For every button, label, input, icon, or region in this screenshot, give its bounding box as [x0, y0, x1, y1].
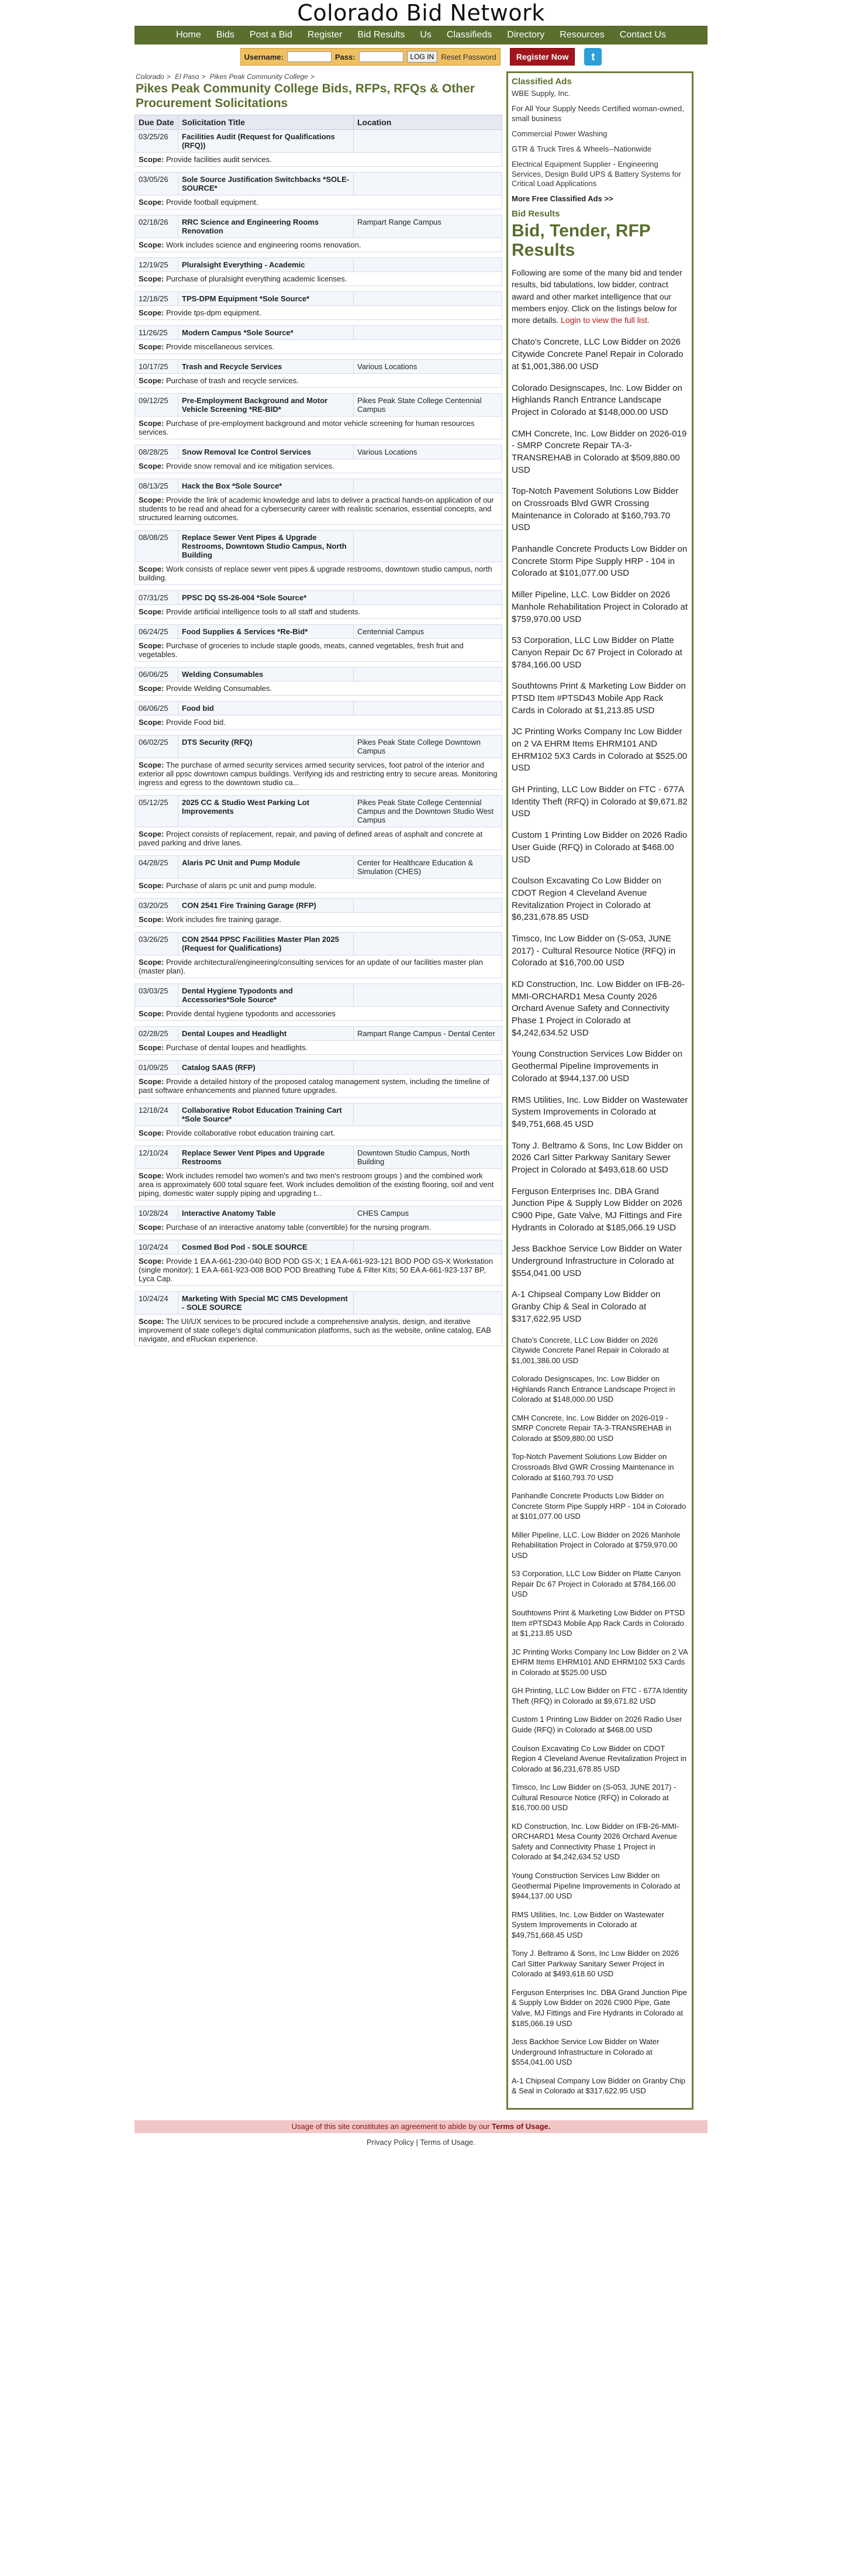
site-logo[interactable]: Colorado Bid Network: [297, 0, 545, 26]
scope-text: Purchase of pre-employment background and motor vehicle screening for human resources services.: [139, 418, 475, 436]
cell-location: [354, 129, 502, 152]
header-location: Location: [354, 115, 502, 129]
cell-date: 06/24/25: [135, 624, 178, 638]
table-row[interactable]: [135, 530, 502, 562]
scope-row: [135, 827, 502, 850]
bid-result-link[interactable]: GH Printing, LLC Low Bidder on FTC - 677A Identity Theft (RFQ) in Colorado at $9,671.82 USD: [512, 1686, 688, 1705]
cell-location: Centennial Campus: [354, 624, 502, 638]
scope-label: Scope:: [139, 418, 164, 428]
bid-result-link[interactable]: CMH Concrete, Inc. Low Bidder on 2026-019 - SMRP Concrete Repair TA-3-TRANSREHAB in Colorado at $509,880.00 USD: [512, 428, 687, 475]
scope-row: [135, 1168, 502, 1200]
bid-result-link[interactable]: GH Printing, LLC Low Bidder on FTC - 677A Identity Theft (RFQ) in Colorado at $9,671.82 USD: [512, 785, 688, 819]
nav-item[interactable]: Post a Bid: [249, 30, 292, 40]
scope-row: [135, 1006, 502, 1020]
main-content: [134, 71, 502, 2110]
scope-row: [135, 339, 502, 353]
scope-row: [135, 416, 502, 439]
nav-item[interactable]: Us: [420, 30, 432, 40]
results-heading: Bid, Tender, RFP Results: [512, 221, 651, 260]
breadcrumb-item[interactable]: Pikes Peak Community College: [209, 73, 308, 81]
reset-password-link[interactable]: Reset Password: [441, 52, 496, 61]
cell-date: 10/24/24: [135, 1240, 178, 1254]
login-link[interactable]: Login to view the full list.: [561, 315, 650, 325]
cell-date: 09/12/25: [135, 393, 178, 416]
twitter-icon[interactable]: t: [584, 48, 602, 66]
scope-text: Provide tps-dpm equipment.: [165, 308, 261, 317]
table-row[interactable]: [135, 359, 502, 373]
table-row[interactable]: [135, 590, 502, 604]
bid-result-link[interactable]: Chato's Concrete, LLC Low Bidder on 2026 Citywide Concrete Panel Repair in Colorado at $1,001,386.00 USD: [512, 337, 684, 372]
scope-row: [135, 152, 502, 166]
cell-title[interactable]: Snow Removal Ice Control Services: [178, 445, 354, 459]
scope-row: [135, 1126, 502, 1140]
scope-row: [135, 238, 502, 252]
scope-row: [135, 912, 502, 926]
bid-result-link[interactable]: Jess Backhoe Service Low Bidder on Water Underground Infrastructure in Colorado at $554,041.00 USD: [512, 1244, 682, 1278]
scope-label: Scope:: [139, 461, 164, 470]
scope-label: Scope:: [139, 683, 164, 693]
bid-result-link[interactable]: KD Construction, Inc. Low Bidder on IFB-26-MMI-ORCHARD1 Mesa County 2026 Orchard Avenue Safety and Connectivity Phase 1 Project in Colorado at $4,242,634.52 USD: [512, 1821, 679, 1862]
cell-location: [354, 1240, 502, 1254]
bid-result-link[interactable]: CMH Concrete, Inc. Low Bidder on 2026-019 - SMRP Concrete Repair TA-3-TRANSREHAB in Colorado at $509,880.00 USD: [512, 1413, 672, 1443]
cell-title[interactable]: 2025 CC & Studio West Parking Lot Improvements: [178, 795, 354, 827]
cell-date: 06/06/25: [135, 667, 178, 681]
scope-text: Purchase of an interactive anatomy table (convertible) for the nursing program.: [165, 1222, 432, 1232]
cell-title[interactable]: DTS Security (RFQ): [178, 735, 354, 758]
bid-result-link[interactable]: Top-Notch Pavement Solutions Low Bidder on Crossroads Blvd GWR Crossing Maintenance in Colorado at $160,793.70 USD: [512, 1452, 674, 1482]
cell-location: [354, 172, 502, 195]
nav-item[interactable]: Contact Us: [619, 30, 666, 40]
cell-location: Rampart Range Campus: [354, 215, 502, 238]
cell-date: 12/19/25: [135, 257, 178, 271]
scope-label: Scope:: [139, 914, 164, 924]
bids-table: [134, 115, 502, 1352]
cell-location: Pikes Peak State College Downtown Campus: [354, 735, 502, 758]
cell-date: 08/08/25: [135, 530, 178, 562]
bid-result-link[interactable]: JC Printing Works Company Inc Low Bidder on 2 VA EHRM Items EHRM101 AND EHRM102 5X3 Cards in Colorado at $525.00 USD: [512, 727, 688, 773]
cell-date: 03/03/25: [135, 983, 178, 1006]
bid-result-link[interactable]: Timsco, Inc Low Bidder on (S-053, JUNE 2017) - Cultural Resource Notice (RFQ) in Colorado at $16,700.00 USD: [512, 933, 676, 968]
scope-label: Scope:: [139, 495, 164, 504]
cell-location: [354, 1060, 502, 1074]
main-nav: [134, 26, 708, 44]
table-row[interactable]: [135, 393, 502, 416]
table-row[interactable]: [135, 325, 502, 339]
bid-result-link[interactable]: RMS Utilities, Inc. Low Bidder on Wastewater System Improvements in Colorado at $49,751,668.45 USD: [512, 1910, 665, 1939]
bid-result-link[interactable]: JC Printing Works Company Inc Low Bidder on 2 VA EHRM Items EHRM101 AND EHRM102 5X3 Cards in Colorado at $525.00 USD: [512, 1647, 688, 1677]
scope-row: [135, 681, 502, 695]
scope-label: Scope:: [139, 1222, 164, 1232]
bid-result-link[interactable]: Tony J. Beltramo & Sons, Inc Low Bidder on 2026 Carl Sitter Parkway Sanitary Sewer Project in Colorado at $493,618.60 USD: [512, 1140, 683, 1175]
cell-date: 04/28/25: [135, 855, 178, 878]
nav-item[interactable]: Bid Results: [357, 30, 405, 40]
scope-row: [135, 758, 502, 789]
scope-label: Scope:: [139, 1043, 164, 1052]
scope-row: [135, 638, 502, 661]
table-row[interactable]: [135, 1026, 502, 1040]
table-row[interactable]: [135, 1103, 502, 1126]
table-row[interactable]: [135, 1146, 502, 1168]
table-row[interactable]: [135, 291, 502, 305]
scope-row: [135, 562, 502, 584]
classified-ad[interactable]: WBE Supply, Inc.: [512, 89, 571, 98]
cell-location: Various Locations: [354, 359, 502, 373]
cell-location: [354, 257, 502, 271]
scope-text: Provide architectural/engineering/consulting services for an update of our facilities master plan (master plan).: [139, 957, 483, 975]
bid-result-link[interactable]: Custom 1 Printing Low Bidder on 2026 Radio User Guide (RFQ) in Colorado at $468.00 USD: [512, 1715, 682, 1734]
scope-label: Scope:: [139, 376, 164, 385]
cell-location: Pikes Peak State College Centennial Campus: [354, 393, 502, 416]
cell-date: 06/06/25: [135, 701, 178, 715]
nav-item[interactable]: Resources: [560, 30, 605, 40]
table-row[interactable]: [135, 795, 502, 827]
table-row[interactable]: [135, 1060, 502, 1074]
scope-row: [135, 1314, 502, 1346]
cell-title[interactable]: Dental Hygiene Typodonts and Accessories*Sole Source*: [178, 983, 354, 1006]
table-row[interactable]: [135, 215, 502, 238]
classified-ad[interactable]: Commercial Power Washing: [512, 129, 608, 138]
scope-text: Provide Food bid.: [165, 717, 226, 727]
cell-title[interactable]: Interactive Anatomy Table: [178, 1206, 354, 1220]
scope-row: [135, 1254, 502, 1285]
scope-text: Provide football equipment.: [165, 197, 258, 207]
scope-text: Provide Welding Consumables.: [165, 683, 272, 693]
scope-row: [135, 305, 502, 319]
scope-label: Scope:: [139, 760, 164, 769]
cell-location: [354, 325, 502, 339]
scope-text: The UI/UX services to be procured include a comprehensive analysis, design, and iterative improvement of state college's digital communication platforms, such as the website, online catalog, EAB navigate, and eRuckan experience.: [139, 1316, 491, 1343]
scope-text: Work includes fire training garage.: [165, 914, 281, 924]
page-title: Pikes Peak Community College Bids, RFPs, RFQs & Other Procurement Solicitations: [136, 82, 475, 110]
scope-label: Scope:: [139, 197, 164, 207]
scope-label: Scope:: [139, 342, 164, 351]
cell-date: 02/28/25: [135, 1026, 178, 1040]
scope-label: Scope:: [139, 957, 164, 967]
nav-item[interactable]: Home: [176, 30, 201, 40]
bid-result-link[interactable]: 53 Corporation, LLC Low Bidder on Platte Canyon Repair Dc 67 Project in Colorado at $784,166.00 USD: [512, 1569, 681, 1599]
scope-label: Scope:: [139, 1256, 164, 1265]
cell-title[interactable]: Alaris PC Unit and Pump Module: [178, 855, 354, 878]
bid-result-link[interactable]: Miller Pipeline, LLC. Low Bidder on 2026 Manhole Rehabilitation Project in Colorado at $759,970.00 USD: [512, 1530, 681, 1560]
bid-result-link[interactable]: Southtowns Print & Marketing Low Bidder on PTSD Item #PTSD43 Mobile App Rack Cards in Colorado at $1,213.85 USD: [512, 681, 686, 716]
scope-row: [135, 715, 502, 729]
scope-text: Provide facilities audit services.: [165, 154, 272, 164]
scope-text: Work includes remodel two women's and two men's restroom groups ) and the combined work area is approximately 600 total square feet. Work includes demolition of the existing flooring, soil and vent piping, domestic water supply piping and upgrading t...: [139, 1171, 494, 1198]
scope-label: Scope:: [139, 1171, 164, 1180]
breadcrumb-item[interactable]: El Paso: [175, 73, 199, 81]
table-row[interactable]: [135, 855, 502, 878]
scope-text: Provide the link of academic knowledge and labs to deliver a practical hands-on application of our students to be read and ahead for a cybersecurity career with realistic scenarios, essential concepts, and structured learning outcomes.: [139, 495, 494, 522]
classified-ad[interactable]: GTR & Truck Tires & Wheels--Nationwide: [512, 145, 652, 153]
password-input[interactable]: [359, 51, 403, 62]
scope-text: Provide 1 EA A-661-230-040 BOD POD GS-X; 1 EA A-661-923-121 BOD POD GS-X Workstation (single monitor); 1 EA A-661-923-008 BOD POD Breathing Tube & Filter Kits; 50 EA A-661-923-137 BP, Lyca Cap.: [139, 1256, 493, 1283]
cell-location: [354, 983, 502, 1006]
scope-row: [135, 955, 502, 978]
classified-ad[interactable]: For All Your Supply Needs Certified woman-owned, small business: [512, 104, 684, 123]
cell-location: [354, 701, 502, 715]
cell-date: 12/10/24: [135, 1146, 178, 1168]
cell-title[interactable]: Replace Sewer Vent Pipes & Upgrade Restrooms, Downtown Studio Campus, North Building: [178, 530, 354, 562]
scope-label: Scope:: [139, 274, 164, 283]
bid-result-link[interactable]: Young Construction Services Low Bidder on Geothermal Pipeline Improvements in Colorado at $944,137.00 USD: [512, 1049, 683, 1084]
cell-date: 08/13/25: [135, 479, 178, 493]
classified-ad[interactable]: Electrical Equipment Supplier - Engineering Services, Design Build UPS & Battery Systems for Critical Load Applications: [512, 160, 681, 188]
scope-text: Work includes science and engineering rooms renovation.: [165, 240, 361, 249]
breadcrumb-item[interactable]: Colorado: [136, 73, 164, 81]
cell-title[interactable]: Sole Source Justification Switchbacks *SOLE-SOURCE*: [178, 172, 354, 195]
cell-title[interactable]: CON 2541 Fire Training Garage (RFP): [178, 898, 354, 912]
more-ads-link[interactable]: More Free Classified Ads >>: [512, 194, 613, 203]
table-row[interactable]: [135, 257, 502, 271]
cell-date: 12/18/25: [135, 291, 178, 305]
cell-title[interactable]: Marketing With Special MC CMS Development - SOLE SOURCE: [178, 1291, 354, 1314]
cell-date: 10/28/24: [135, 1206, 178, 1220]
bid-result-link[interactable]: Panhandle Concrete Products Low Bidder on Concrete Storm Pipe Supply HRP - 104 in Colorado at $101,077.00 USD: [512, 544, 688, 579]
nav-item[interactable]: Classifieds: [446, 30, 492, 40]
cell-date: 01/09/25: [135, 1060, 178, 1074]
login-button[interactable]: LOG IN: [407, 51, 438, 63]
cell-title[interactable]: PPSC DQ SS-26-004 *Sole Source*: [178, 590, 354, 604]
scope-row: [135, 878, 502, 892]
cell-title[interactable]: Food Supplies & Services *Re-Bid*: [178, 624, 354, 638]
cell-location: Center for Healthcare Education & Simulation (CHES): [354, 855, 502, 878]
scope-text: Work consists of replace sewer vent pipes & upgrade restrooms, downtown studio campus, north building.: [139, 564, 492, 582]
bid-result-link[interactable]: Coulson Excavating Co Low Bidder on CDOT Region 4 Cleveland Avenue Revitalization Project in Colorado at $6,231,678.85 USD: [512, 1743, 686, 1773]
sidebar: [506, 71, 693, 2110]
nav-item[interactable]: Directory: [507, 30, 545, 40]
cell-location: [354, 898, 502, 912]
cell-date: 03/05/26: [135, 172, 178, 195]
bid-result-link[interactable]: A-1 Chipseal Company Low Bidder on Granby Chip & Seal in Colorado at $317,622.95 USD: [512, 1289, 661, 1324]
cell-title[interactable]: Catalog SAAS (RFP): [178, 1060, 354, 1074]
scope-text: Provide dental hygiene typodonts and accessories: [165, 1009, 336, 1018]
scope-label: Scope:: [139, 881, 164, 890]
bid-result-link[interactable]: Timsco, Inc Low Bidder on (S-053, JUNE 2017) - Cultural Resource Notice (RFQ) in Colorado at $16,700.00 USD: [512, 1783, 677, 1813]
bid-result-link[interactable]: Coulson Excavating Co Low Bidder on CDOT Region 4 Cleveland Avenue Revitalization Project in Colorado at $6,231,678.85 USD: [512, 876, 661, 923]
table-row[interactable]: [135, 129, 502, 152]
bid-result-link[interactable]: RMS Utilities, Inc. Low Bidder on Wastewater System Improvements in Colorado at $49,751,668.45 USD: [512, 1095, 688, 1129]
bid-result-link[interactable]: Southtowns Print & Marketing Low Bidder on PTSD Item #PTSD43 Mobile App Rack Cards in Colorado at $1,213.85 USD: [512, 1608, 685, 1638]
cell-date: 05/12/25: [135, 795, 178, 827]
bid-result-link[interactable]: 53 Corporation, LLC Low Bidder on Platte Canyon Repair Dc 67 Project in Colorado at $784,166.00 USD: [512, 635, 682, 670]
cell-title[interactable]: RRC Science and Engineering Rooms Renovation: [178, 215, 354, 238]
scope-text: Provide miscellaneous services.: [165, 342, 274, 351]
cell-date: 03/20/25: [135, 898, 178, 912]
cell-title[interactable]: Food bid: [178, 701, 354, 715]
table-row[interactable]: [135, 1206, 502, 1220]
bid-result-link[interactable]: KD Construction, Inc. Low Bidder on IFB-26-MMI-ORCHARD1 Mesa County 2026 Orchard Avenue Safety and Connectivity Phase 1 Project in Colorado at $4,242,634.52 USD: [512, 979, 685, 1038]
footer-links: Privacy Policy | Terms of Usage.: [367, 2137, 475, 2147]
scope-row: [135, 1040, 502, 1054]
bid-results-label: Bid Results: [512, 209, 560, 219]
cell-date: 07/31/25: [135, 590, 178, 604]
cell-title[interactable]: Modern Campus *Sole Source*: [178, 325, 354, 339]
terms-link[interactable]: Terms of Usage.: [492, 2121, 551, 2131]
cell-date: 10/17/25: [135, 359, 178, 373]
table-row[interactable]: [135, 479, 502, 493]
cell-title[interactable]: Hack the Box *Sole Source*: [178, 479, 354, 493]
scope-label: Scope:: [139, 1316, 164, 1326]
cell-date: 03/26/25: [135, 932, 178, 955]
scope-row: [135, 459, 502, 473]
cell-title[interactable]: Dental Loupes and Headlight: [178, 1026, 354, 1040]
table-row[interactable]: [135, 624, 502, 638]
cell-location: [354, 291, 502, 305]
cell-location: [354, 1291, 502, 1314]
cell-location: [354, 667, 502, 681]
scope-label: Scope:: [139, 154, 164, 164]
scope-text: Provide a detailed history of the proposed catalog management system, including the timeline of past software enhancements and planned future upgrades.: [139, 1077, 489, 1095]
cell-title[interactable]: Pluralsight Everything - Academic: [178, 257, 354, 271]
scope-text: Purchase of groceries to include staple goods, meats, canned vegetables, fresh fruit and vegetables.: [139, 641, 464, 659]
bid-result-link[interactable]: Panhandle Concrete Products Low Bidder on Concrete Storm Pipe Supply HRP - 104 in Colorado at $101,077.00 USD: [512, 1491, 686, 1521]
header-due-date: Due Date: [135, 115, 178, 129]
classified-title: Classified Ads: [512, 77, 572, 87]
scope-row: [135, 493, 502, 524]
bid-result-link[interactable]: Ferguson Enterprises Inc. DBA Grand Junction Pipe & Supply Low Bidder on 2026 C900 Pipe, Gate Valve, MJ Fittings and Fire Hydrants in Colorado at $185,066.19 USD: [512, 1186, 682, 1233]
bid-result-link[interactable]: Ferguson Enterprises Inc. DBA Grand Junction Pipe & Supply Low Bidder on 2026 C900 Pipe, Gate Valve, MJ Fittings and Fire Hydrants in Colorado at $185,066.19 USD: [512, 1987, 687, 2028]
scope-row: [135, 1074, 502, 1097]
scope-label: Scope:: [139, 564, 164, 573]
table-row[interactable]: [135, 172, 502, 195]
scope-row: [135, 373, 502, 387]
scope-row: [135, 271, 502, 286]
table-row[interactable]: [135, 445, 502, 459]
cell-title[interactable]: Cosmed Bod Pod - SOLE SOURCE: [178, 1240, 354, 1254]
scope-label: Scope:: [139, 1077, 164, 1086]
scope-label: Scope:: [139, 240, 164, 249]
cell-location: [354, 590, 502, 604]
scope-label: Scope:: [139, 607, 164, 616]
cell-date: 12/18/24: [135, 1103, 178, 1126]
footer-notice: Usage of this site constitutes an agreement to abide by our Terms of Usage.: [134, 2120, 708, 2133]
cell-location: Downtown Studio Campus, North Building: [354, 1146, 502, 1168]
header-title: Solicitation Title: [178, 115, 354, 129]
bid-result-link[interactable]: Custom 1 Printing Low Bidder on 2026 Radio User Guide (RFQ) in Colorado at $468.00 USD: [512, 830, 688, 865]
cell-location: [354, 1103, 502, 1126]
cell-date: 08/28/25: [135, 445, 178, 459]
password-label: Pass:: [334, 52, 356, 61]
username-input[interactable]: [287, 51, 332, 62]
nav-item[interactable]: Bids: [216, 30, 234, 40]
breadcrumb: Colorado > El Paso > Pikes Peak Community College >: [136, 73, 315, 81]
scope-label: Scope:: [139, 641, 164, 650]
cell-title[interactable]: Facilities Audit (Request for Qualifications (RFQ)): [178, 129, 354, 152]
table-row[interactable]: [135, 983, 502, 1006]
table-row[interactable]: [135, 1291, 502, 1314]
bid-result-link[interactable]: Top-Notch Pavement Solutions Low Bidder on Crossroads Blvd GWR Crossing Maintenance in Colorado at $160,793.70 USD: [512, 486, 679, 533]
cell-location: [354, 479, 502, 493]
cell-date: 11/26/25: [135, 325, 178, 339]
table-row[interactable]: [135, 667, 502, 681]
scope-label: Scope:: [139, 1128, 164, 1137]
scope-text: Provide snow removal and ice mitigation services.: [165, 461, 334, 470]
cell-title[interactable]: Replace Sewer Vent Pipes and Upgrade Restrooms: [178, 1146, 354, 1168]
cell-location: Rampart Range Campus - Dental Center: [354, 1026, 502, 1040]
cell-title[interactable]: Collaborative Robot Education Training Cart *Sole Source*: [178, 1103, 354, 1126]
cell-title[interactable]: CON 2544 PPSC Facilities Master Plan 2025 (Request for Qualifications): [178, 932, 354, 955]
scope-row: [135, 195, 502, 209]
scope-label: Scope:: [139, 308, 164, 317]
table-row[interactable]: [135, 735, 502, 758]
cell-location: [354, 932, 502, 955]
scope-label: Scope:: [139, 717, 164, 727]
bid-result-link[interactable]: Colorado Designscapes, Inc. Low Bidder on Highlands Ranch Entrance Landscape Project in Colorado at $148,000.00 USD: [512, 383, 682, 417]
scope-text: Provide collaborative robot education training cart.: [165, 1128, 336, 1137]
cell-date: 06/02/25: [135, 735, 178, 758]
nav-item[interactable]: Register: [307, 30, 343, 40]
cell-title[interactable]: Trash and Recycle Services: [178, 359, 354, 373]
scope-text: Project consists of replacement, repair, and paving of defined areas of asphalt and concrete at paved parking and drive lanes.: [139, 829, 483, 847]
bid-result-link[interactable]: Colorado Designscapes, Inc. Low Bidder on Highlands Ranch Entrance Landscape Project in Colorado at $148,000.00 USD: [512, 1374, 675, 1404]
scope-label: Scope:: [139, 829, 164, 838]
bid-result-link[interactable]: A-1 Chipseal Company Low Bidder on Granby Chip & Seal in Colorado at $317,622.95 USD: [512, 2076, 685, 2096]
table-row[interactable]: [135, 1240, 502, 1254]
cell-date: 03/25/26: [135, 129, 178, 152]
login-row: [134, 44, 708, 69]
scope-text: Purchase of alaris pc unit and pump module.: [165, 881, 317, 890]
bid-result-link[interactable]: Young Construction Services Low Bidder on Geothermal Pipeline Improvements in Colorado at $944,137.00 USD: [512, 1870, 681, 1901]
cell-date: 10/24/24: [135, 1291, 178, 1314]
scope-text: Provide artificial intelligence tools to all staff and students.: [165, 607, 361, 616]
login-form: [240, 48, 501, 66]
table-row[interactable]: [135, 898, 502, 912]
scope-text: Purchase of trash and recycle services.: [165, 376, 299, 385]
table-row[interactable]: [135, 932, 502, 955]
cell-location: Various Locations: [354, 445, 502, 459]
bid-result-link[interactable]: Jess Backhoe Service Low Bidder on Water Underground Infrastructure in Colorado at $554,041.00 USD: [512, 2037, 660, 2067]
scope-text: Purchase of pluralsight everything academic licenses.: [165, 274, 347, 283]
results-intro: Following are some of the many bid and tender results, bid tabulations, low bidder, contract award and other market intelligence that our members enjoy. Click on the listings below for more details. Login to view the full list.: [512, 268, 682, 325]
register-button[interactable]: Register Now: [510, 48, 575, 66]
cell-location: CHES Campus: [354, 1206, 502, 1220]
cell-location: Pikes Peak State College Centennial Campus and the Downtown Studio West Campus: [354, 795, 502, 827]
bid-result-link[interactable]: Miller Pipeline, LLC. Low Bidder on 2026 Manhole Rehabilitation Project in Colorado at $759,970.00 USD: [512, 590, 688, 624]
scope-text: Purchase of dental loupes and headlights.: [165, 1043, 308, 1052]
scope-label: Scope:: [139, 1009, 164, 1018]
scope-row: [135, 1220, 502, 1234]
cell-title[interactable]: Welding Consumables: [178, 667, 354, 681]
cell-date: 02/18/26: [135, 215, 178, 238]
bid-result-link[interactable]: Chato's Concrete, LLC Low Bidder on 2026 Citywide Concrete Panel Repair in Colorado at $1,001,386.00 USD: [512, 1335, 669, 1365]
cell-location: [354, 530, 502, 562]
table-row[interactable]: [135, 701, 502, 715]
cell-title[interactable]: Pre-Employment Background and Motor Vehicle Screening *RE-BID*: [178, 393, 354, 416]
terms-of-usage-link[interactable]: Terms of Usage.: [420, 2137, 475, 2147]
scope-row: [135, 604, 502, 618]
username-label: Username:: [244, 52, 284, 61]
scope-text: The purchase of armed security services armed security services, foot patrol of the interior and exterior all ppsc downtown campus buildings. Verifying ids and restricting entry to secure areas. Monitoring ingress and egress to the downtown studio ca...: [139, 760, 498, 787]
privacy-link[interactable]: Privacy Policy: [367, 2137, 414, 2147]
cell-title[interactable]: TPS-DPM Equipment *Sole Source*: [178, 291, 354, 305]
bid-result-link[interactable]: Tony J. Beltramo & Sons, Inc Low Bidder on 2026 Carl Sitter Parkway Sanitary Sewer Project in Colorado at $493,618.60 USD: [512, 1949, 679, 1979]
